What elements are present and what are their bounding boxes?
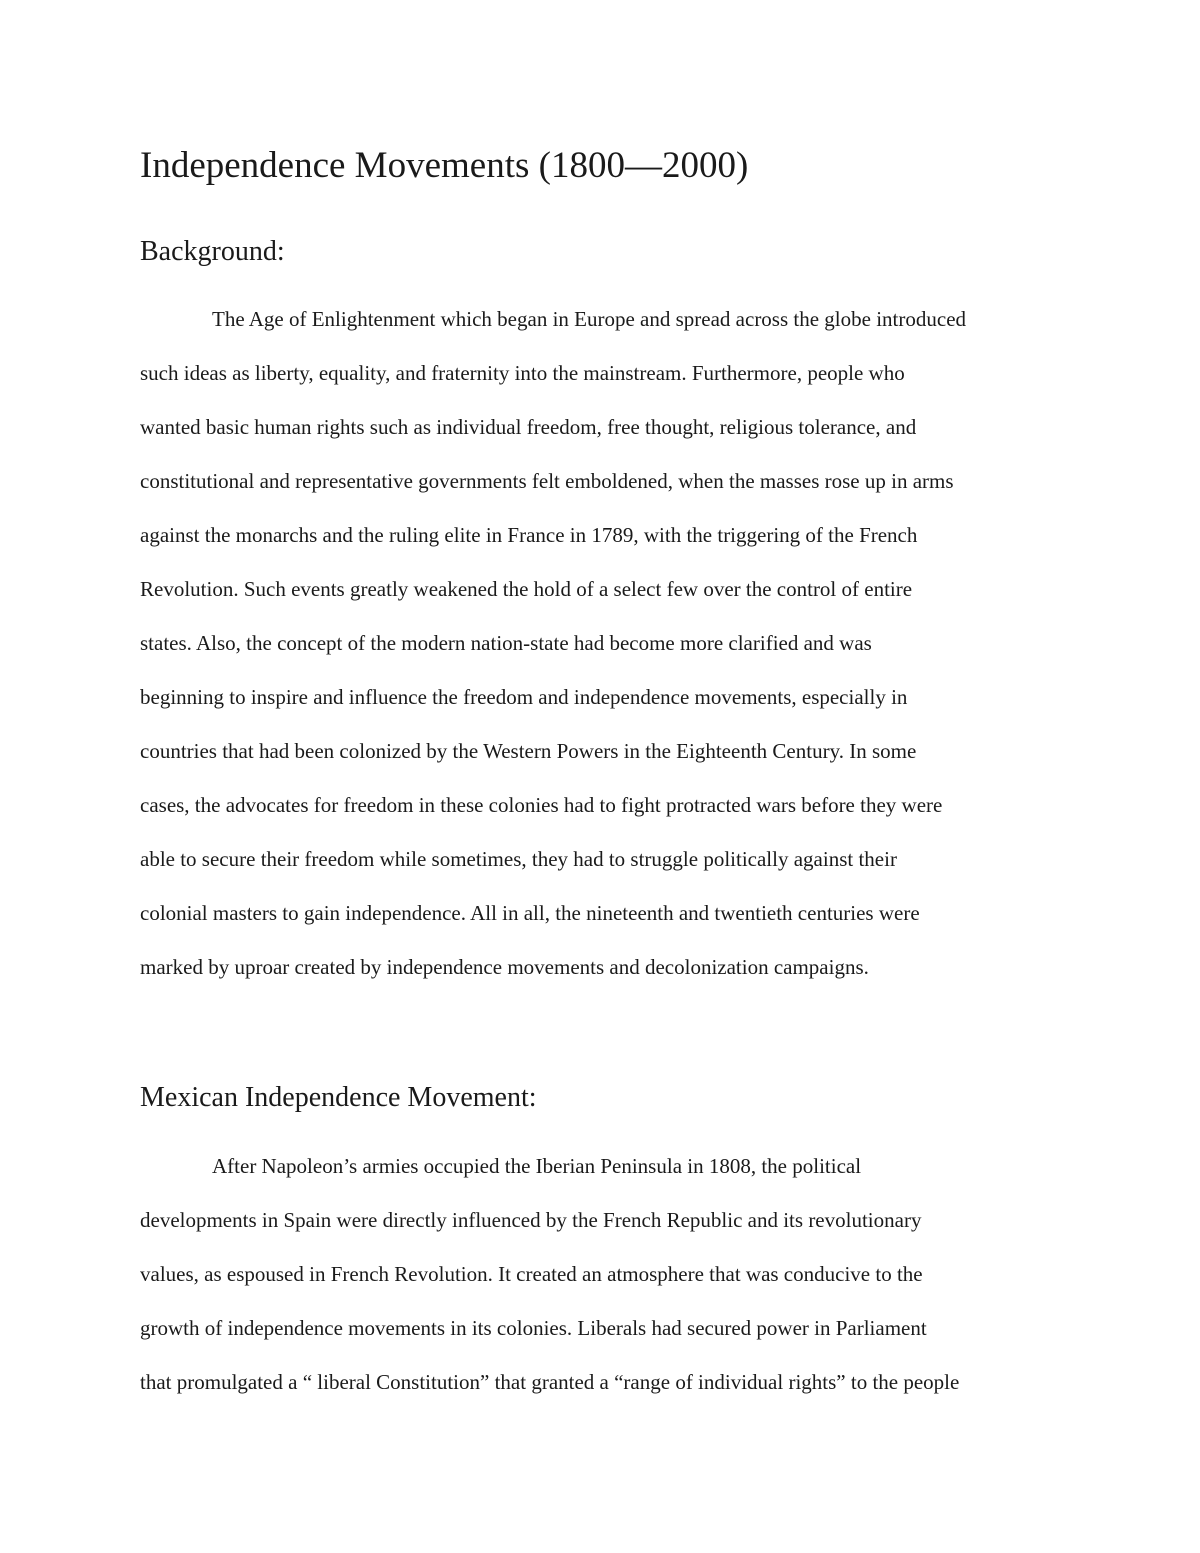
paragraph-line: marked by uproar created by independence movements and decolonization campaigns. [140, 955, 869, 979]
paragraph-line: wanted basic human rights such as individual freedom, free thought, religious tolerance, and [140, 415, 917, 439]
paragraph-line: such ideas as liberty, equality, and fraternity into the mainstream. Furthermore, people who [140, 361, 905, 385]
paragraph-line: able to secure their freedom while sometimes, they had to struggle politically against their [140, 847, 897, 871]
document-title: Independence Movements (1800—2000) [140, 145, 749, 186]
paragraph-line: countries that had been colonized by the Western Powers in the Eighteenth Century. In some [140, 739, 917, 763]
paragraph-line: Revolution. Such events greatly weakened the hold of a select few over the control of entire [140, 577, 913, 601]
paragraph-line: cases, the advocates for freedom in these colonies had to fight protracted wars before they were [140, 793, 943, 817]
section-heading-mexican-independence: Mexican Independence Movement: [140, 1082, 537, 1113]
paragraph-line: values, as espoused in French Revolution. It created an atmosphere that was conducive to the [140, 1262, 923, 1286]
paragraph-line: colonial masters to gain independence. All in all, the nineteenth and twentieth centuries were [140, 901, 920, 925]
section-heading-background: Background: [140, 236, 285, 267]
paragraph-line: The Age of Enlightenment which began in Europe and spread across the globe introduced [212, 307, 967, 331]
paragraph-line: that promulgated a “ liberal Constitution” that granted a “range of individual rights” to the people [140, 1370, 960, 1394]
paragraph-line: against the monarchs and the ruling elite in France in 1789, with the triggering of the French [140, 523, 918, 547]
paragraph-line: states. Also, the concept of the modern nation-state had become more clarified and was [140, 631, 872, 655]
paragraph-line: developments in Spain were directly influenced by the French Republic and its revolutionary [140, 1208, 922, 1232]
paragraph-line: After Napoleon’s armies occupied the Iberian Peninsula in 1808, the political [212, 1154, 862, 1178]
paragraph-line: growth of independence movements in its colonies. Liberals had secured power in Parliament [140, 1316, 927, 1340]
paragraph-line: beginning to inspire and influence the freedom and independence movements, especially in [140, 685, 908, 709]
paragraph-line: constitutional and representative governments felt emboldened, when the masses rose up in arms [140, 469, 954, 493]
